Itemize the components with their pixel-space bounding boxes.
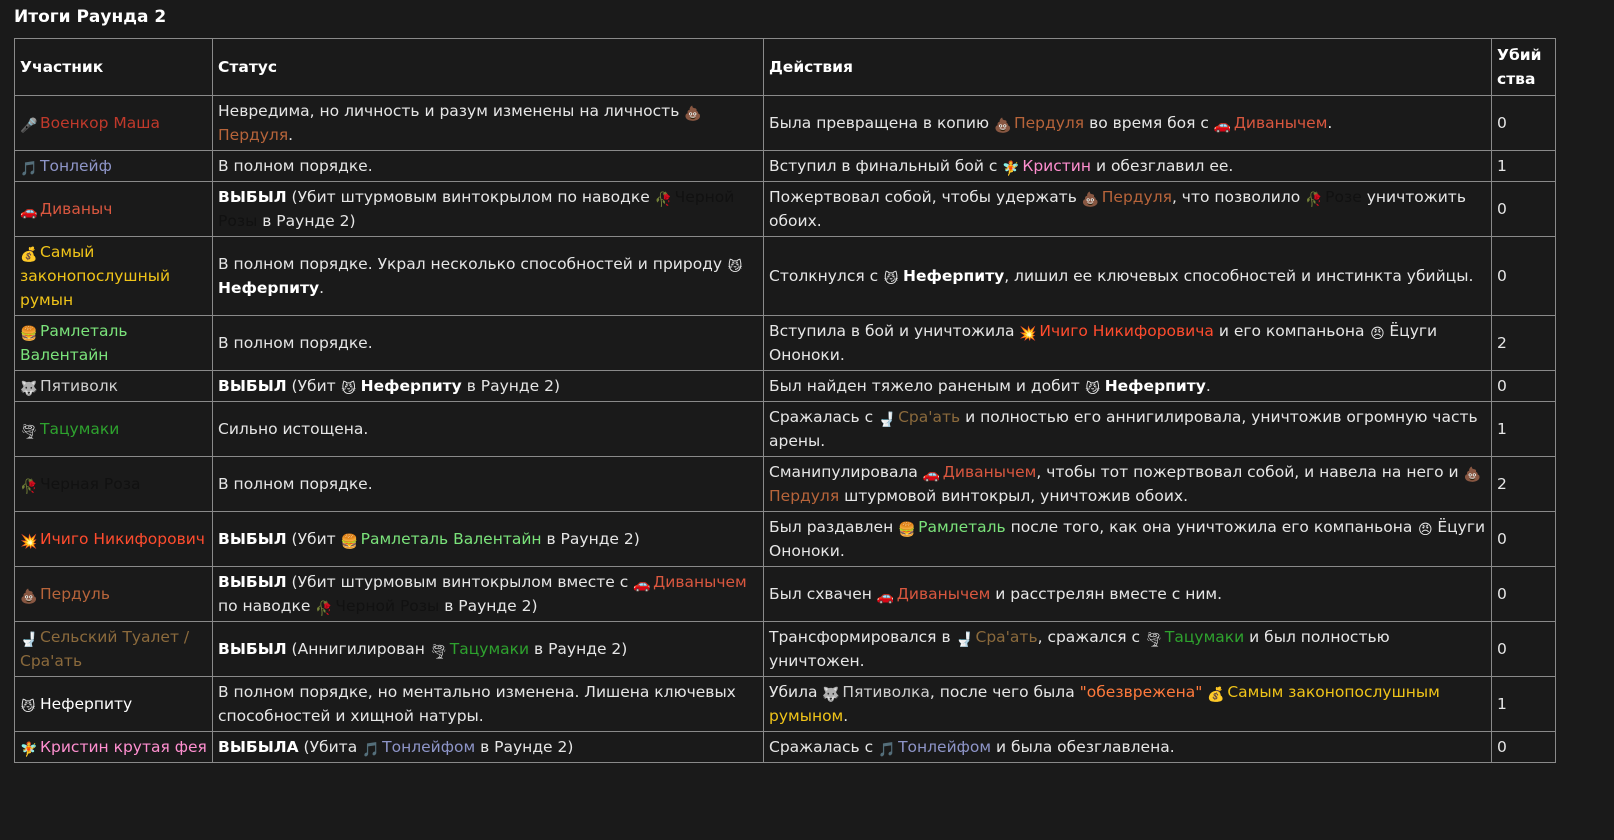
character-link: Пердуль [40,585,110,603]
kills-cell: 0 [1492,237,1556,316]
text-fragment: и расстрелян вместе с ним. [990,585,1223,603]
status-cell [213,182,764,237]
status-cell [213,316,764,371]
character-link: Черной Розы [335,597,440,615]
text-fragment: Вступил в финальный бой с [769,157,1003,175]
status-cell [213,732,764,763]
character-link: Пердуля [1013,114,1085,132]
text-fragment: уничтожить обоих. [769,188,1466,230]
actions-cell [764,512,1492,567]
table-row [15,677,1556,732]
poop-icon: 💩 [684,106,702,122]
text-fragment: в Раунде 2) [439,597,538,615]
character-link: Черная Роза [40,475,141,493]
character-link: Пятиволк [40,377,118,395]
car-icon: 🚗 [633,577,651,593]
text-fragment: Ёцуги Ононоки. [769,322,1438,364]
text-fragment: Был найден тяжело раненым и добит [769,377,1085,395]
text-fragment: в Раунде 2) [257,212,356,230]
header-participant: Участник [15,39,213,96]
text-fragment: (Убит [286,530,341,548]
participant-cell [15,371,213,402]
table-row [15,371,1556,402]
wolf-icon: 🐺 [822,687,840,703]
participant-cell [15,96,213,151]
character-link: Кристин крутая фея [40,738,207,756]
actions-cell [764,732,1492,763]
character-link: Пятиволка [842,683,930,701]
car-icon: 🚗 [20,204,38,220]
angry-face-icon: 😠 [1370,326,1385,342]
text-fragment: Вступила в бой и уничтожила [769,322,1020,340]
wilted-rose-icon: 🥀 [20,479,38,495]
text-fragment: штурмовой винтокрыл, уничтожив обоих. [839,487,1189,505]
actions-cell [764,182,1492,237]
text-fragment: Убила [769,683,823,701]
participant-cell [15,512,213,567]
table-body [15,96,1556,763]
actions-cell [764,371,1492,402]
text-fragment: по наводке [218,597,316,615]
kills-cell: 0 [1492,567,1556,622]
status-cell [213,402,764,457]
kills-cell: 0 [1492,96,1556,151]
emphasis-text: ВЫБЫЛ [218,573,287,591]
actions-cell [764,457,1492,512]
text-fragment: Невредима, но личность и разум изменены на личность [218,102,685,120]
character-link: Пердуля [218,126,289,144]
participant-cell [15,151,213,182]
participant-cell [15,182,213,237]
emphasis-text: ВЫБЫЛ [218,640,287,658]
cat-face-icon: 😼 [20,699,36,715]
text-fragment: Ёцуги Ононоки. [769,518,1486,560]
character-link: Пердуля [769,487,840,505]
kills-cell: 1 [1492,402,1556,457]
actions-cell [764,96,1492,151]
text-fragment: и его компаньона [1213,322,1370,340]
character-link: Сра'ать [898,408,961,426]
text-fragment: после того, как она уничтожила его компаньона [1005,518,1418,536]
wilted-rose-icon: 🥀 [654,192,673,208]
results-table [14,38,1556,763]
text-fragment: , лишил ее ключевых способностей и инстинкта убийцы. [1004,267,1474,285]
character-link: Сельский Туалет / Сра'ать [20,628,190,670]
kills-cell: 0 [1492,371,1556,402]
header-status: Статус [213,39,764,96]
actions-cell [764,151,1492,182]
text-fragment: Столкнулся с [769,267,884,285]
tornado-icon: 🌪 [1144,632,1163,648]
character-link: Диванычем [1233,114,1328,132]
character-link: Тонлейф [40,157,112,175]
kills-cell: 2 [1492,457,1556,512]
microphone-icon: 🎤 [20,118,38,134]
text-fragment: и была обезглавлена. [991,738,1175,756]
text-fragment: , после чего была [929,683,1080,701]
fairy-icon: 🧚 [1002,161,1020,177]
music-note-icon: 🎵 [362,742,380,758]
text-fragment: , что позволило [1171,188,1306,206]
money-bag-icon: 💰 [20,247,38,263]
actions-cell [764,622,1492,677]
actions-cell [764,677,1492,732]
music-note-icon: 🎵 [878,742,896,758]
car-icon: 🚗 [876,589,895,605]
participant-cell [15,567,213,622]
cat-face-icon: 😼 [1085,381,1100,397]
toilet-icon: 🚽 [955,632,973,648]
money-bag-icon: 💰 [1207,687,1225,703]
emphasis-text: ВЫБЫЛ [218,530,287,548]
text-fragment: Сражалась с [769,738,879,756]
table-row [15,182,1556,237]
kills-cell: 0 [1492,512,1556,567]
fairy-icon: 🧚 [20,742,38,758]
character-link: Неферпиту [40,695,133,713]
participant-cell [15,237,213,316]
table-row [15,512,1556,567]
music-note-icon: 🎵 [20,161,38,177]
poop-icon: 💩 [1463,467,1481,483]
tornado-icon: 🌪 [429,644,448,660]
table-row [15,622,1556,677]
character-link: Диваныч [40,200,113,218]
text-fragment: в Раунде 2) [541,530,640,548]
character-link: Розе [1325,188,1362,206]
text-fragment: Был раздавлен [769,518,899,536]
text-fragment: (Убит [286,377,341,395]
text-fragment: Был схвачен [769,585,877,603]
character-link: Диванычем [653,573,747,591]
wilted-rose-icon: 🥀 [1305,192,1323,208]
character-link: Тонлейфом [382,738,476,756]
header-actions: Действия [764,39,1492,96]
text-fragment: . [288,126,294,144]
status-cell [213,237,764,316]
text-fragment: . [1327,114,1333,132]
text-fragment: В полном порядке, но ментально изменена. Лишена ключевых способностей и хищной натуры. [218,683,736,725]
burger-icon: 🍔 [20,326,38,342]
wolf-icon: 🐺 [20,381,38,397]
text-fragment: . [319,279,325,297]
text-fragment: и обезглавил ее. [1091,157,1234,175]
emphasis-text: Неферпиту [218,279,320,297]
text-fragment: Сильно истощена. [218,420,369,438]
wilted-rose-icon: 🥀 [315,601,333,617]
participant-cell [15,316,213,371]
poop-icon: 💩 [1081,192,1100,208]
text-fragment: (Аннигилирован [286,640,430,658]
character-link: Тацумаки [1164,628,1245,646]
text-fragment: Была превращена в копию [769,114,994,132]
text-fragment: (Убит штурмовым винтокрылом по наводке [286,188,655,206]
text-fragment: В полном порядке. [218,475,373,493]
emphasis-text: ВЫБЫЛ [218,188,287,206]
table-row [15,151,1556,182]
character-link: Пердуля [1101,188,1172,206]
cat-face-icon: 😼 [341,381,356,397]
character-link: Тацумаки [40,420,120,438]
character-link: Ичиго Никифорович [40,530,205,548]
status-cell [213,151,764,182]
table-row [15,402,1556,457]
emphasis-text: Неферпиту [360,377,462,395]
text-fragment: в Раунде 2) [529,640,628,658]
toilet-icon: 🚽 [20,632,38,648]
cat-face-icon: 😼 [727,259,743,275]
character-link: Черной Розы [218,188,735,230]
text-fragment: и полностью его аннигилировала, уничтожив огромную часть арены. [769,408,1478,450]
status-cell [213,677,764,732]
character-link: Диванычем [896,585,991,603]
status-cell [213,371,764,402]
participant-cell [15,457,213,512]
text-fragment: . [843,707,849,725]
table-row [15,237,1556,316]
text-fragment: во время боя с [1084,114,1214,132]
text-fragment: , сражался с [1037,628,1145,646]
text-fragment: . [1205,377,1211,395]
toilet-icon: 🚽 [878,412,896,428]
text-fragment: (Убита [298,738,363,756]
character-link: Военкор Маша [40,114,160,132]
participant-cell [15,732,213,763]
participant-cell [15,677,213,732]
character-link: Диванычем [942,463,1037,481]
poop-icon: 💩 [20,589,38,605]
emphasis-text: Неферпиту [903,267,1005,285]
character-link: Тацумаки [449,640,530,658]
kills-cell: 0 [1492,732,1556,763]
table-header-row [15,39,1556,96]
kills-cell: 0 [1492,182,1556,237]
burger-icon: 🍔 [340,534,359,550]
actions-cell [764,402,1492,457]
kills-cell: 1 [1492,677,1556,732]
car-icon: 🚗 [1213,118,1232,134]
header-kills: Убийства [1492,39,1556,96]
kills-cell: 2 [1492,316,1556,371]
text-fragment: В полном порядке. Украл несколько способностей и природу [218,255,727,273]
burger-icon: 🍔 [898,522,916,538]
character-link: Рамлеталь Валентайн [20,322,128,364]
character-link: Тонлейфом [898,738,992,756]
character-link: Рамлеталь Валентайн [360,530,542,548]
text-fragment: Сражалась с [769,408,879,426]
page-title: Итоги Раунда 2 [14,7,167,27]
table-row [15,96,1556,151]
actions-cell [764,316,1492,371]
text-fragment: , чтобы тот пожертвовал собой, и навела на него и [1036,463,1464,481]
text-fragment: в Раунде 2) [461,377,561,395]
actions-cell [764,567,1492,622]
actions-cell [764,237,1492,316]
table-row [15,457,1556,512]
status-cell [213,96,764,151]
text-fragment: (Убит штурмовым винтокрылом вместе с [286,573,634,591]
character-link: Кристин [1022,157,1092,175]
cat-face-icon: 😼 [883,271,899,287]
status-cell [213,622,764,677]
kills-cell: 1 [1492,151,1556,182]
poop-icon: 💩 [993,118,1012,134]
character-link: Самый законопослушный румын [20,243,171,309]
text-fragment: в Раунде 2) [475,738,574,756]
character-link: Ичиго Никифоровича [1039,322,1214,340]
explosion-icon: 💥 [20,534,38,550]
table-row [15,732,1556,763]
kills-cell: 0 [1492,622,1556,677]
character-link: "обезврежена" [1079,683,1203,701]
participant-cell [15,622,213,677]
angry-face-icon: 😠 [1418,522,1433,538]
status-cell [213,567,764,622]
table-row [15,567,1556,622]
emphasis-text: ВЫБЫЛ [218,377,287,395]
text-fragment: В полном порядке. [218,334,373,352]
text-fragment: Трансформировался в [769,628,956,646]
status-cell [213,512,764,567]
character-link: Самым законопослушным румыном [769,683,1440,725]
explosion-icon: 💥 [1019,326,1037,342]
car-icon: 🚗 [922,467,941,483]
table-row [15,316,1556,371]
text-fragment: Сманипулировала [769,463,923,481]
character-link: Сра'ать [975,628,1038,646]
emphasis-text: ВЫБЫЛА [218,738,299,756]
text-fragment: Пожертвовал собой, чтобы удержать [769,188,1082,206]
participant-cell [15,402,213,457]
tornado-icon: 🌪 [20,424,38,440]
text-fragment: В полном порядке. [218,157,373,175]
text-fragment: и был полностью уничтожен. [769,628,1390,670]
character-link: Рамлеталь [918,518,1006,536]
emphasis-text: Неферпиту [1104,377,1206,395]
status-cell [213,457,764,512]
